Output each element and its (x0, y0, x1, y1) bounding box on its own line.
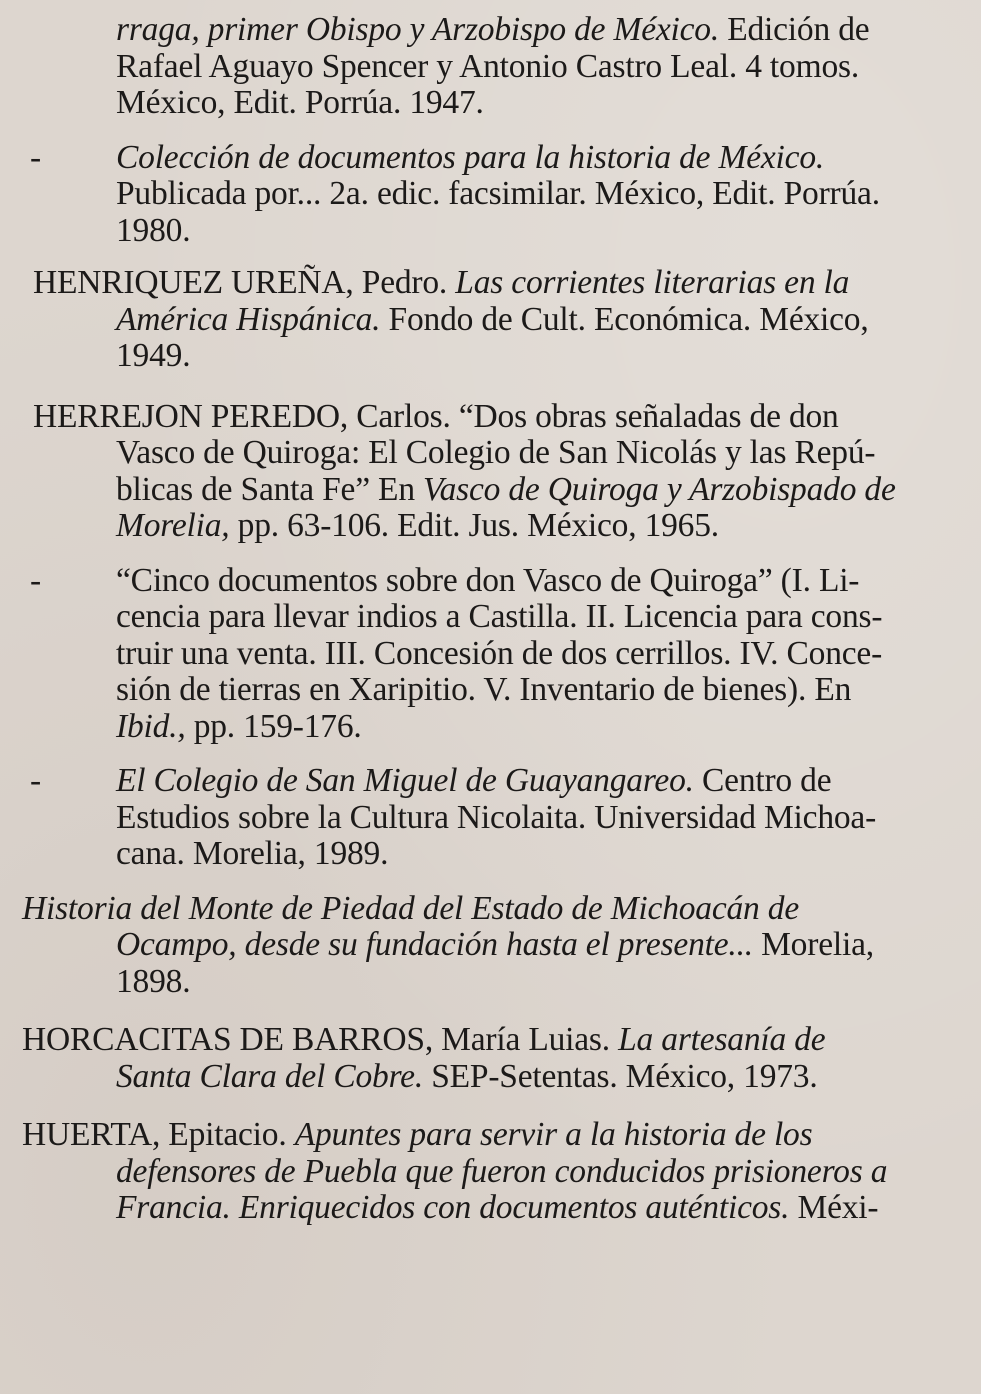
entry-dash: - (30, 138, 41, 176)
entry-line: HUERTA, Epitacio. Apuntes para servir a la historia de los (22, 1116, 813, 1153)
entry-line: Vasco de Quiroga: El Colegio de San Nicolás y las Repú- (116, 434, 876, 471)
entry-line: Publicada por... 2a. edic. facsimilar. México, Edit. Porrúa. (116, 175, 880, 212)
bibliography-entry (22, 891, 936, 1001)
entry-line: Estudios sobre la Cultura Nicolaita. Universidad Michoa- (116, 798, 877, 836)
entry-line: HENRIQUEZ UREÑA, Pedro. Las corrientes literarias en la (33, 264, 850, 301)
entry-line: Rafael Aguayo Spencer y Antonio Castro Leal. 4 tomos. (116, 47, 860, 85)
bibliography-list (0, 12, 981, 1227)
bibliography-entry (22, 1117, 936, 1227)
bibliography-entry (33, 399, 936, 545)
entry-line: Ibid., pp. 159-176. (116, 707, 362, 745)
entry-line: rraga, primer Obispo y Arzobispo de México. Edición de (116, 11, 870, 48)
entry-line: Colección de documentos para la historia de México. (116, 138, 825, 176)
bibliography-entry (30, 138, 936, 250)
entry-line: defensores de Puebla que fueron conducidos prisioneros a (116, 1152, 888, 1190)
entry-line: “Cinco documentos sobre don Vasco de Quiroga” (I. Li- (116, 561, 860, 599)
bibliography-entry (33, 265, 936, 375)
entry-dash: - (30, 561, 41, 599)
entry-line: cencia para llevar indios a Castilla. II. Licencia para cons- (116, 598, 883, 635)
entry-line: Francia. Enriquecidos con documentos auténticos. Méxi- (116, 1189, 879, 1226)
entry-line: HORCACITAS DE BARROS, María Luias. La artesanía de (22, 1021, 826, 1058)
entry-line: sión de tierras en Xaripitio. V. Inventario de bienes). En (116, 671, 852, 708)
entry-line: Historia del Monte de Piedad del Estado de Michoacán de (22, 889, 800, 927)
bibliography-entry (22, 1022, 936, 1095)
entry-dash: - (30, 762, 41, 799)
entry-line: Ocampo, desde su fundación hasta el presente... Morelia, (116, 926, 874, 963)
bibliography-entry (30, 762, 936, 873)
entry-line: El Colegio de San Miguel de Guayangareo. Centro de (116, 762, 832, 799)
entry-line: 1898. (116, 962, 191, 1000)
entry-line: Morelia, pp. 63-106. Edit. Jus. México, 1965. (116, 507, 719, 544)
entry-line: América Hispánica. Fondo de Cult. Económica. México, (116, 300, 869, 338)
entry-line: México, Edit. Porrúa. 1947. (116, 84, 484, 121)
entry-line: cana. Morelia, 1989. (116, 835, 389, 872)
entry-line: 1949. (116, 337, 191, 374)
bibliography-entry (116, 12, 936, 122)
entry-line: 1980. (116, 211, 191, 249)
entry-line: Santa Clara del Cobre. SEP-Setentas. México, 1973. (116, 1057, 818, 1095)
entry-line: blicas de Santa Fe” En Vasco de Quiroga y Arzobispado de (116, 470, 896, 508)
entry-line: truir una venta. III. Concesión de dos cerrillos. IV. Conce- (116, 634, 883, 672)
entry-line: HERREJON PEREDO, Carlos. “Dos obras señaladas de don (33, 397, 839, 435)
bibliography-entry (30, 561, 936, 746)
